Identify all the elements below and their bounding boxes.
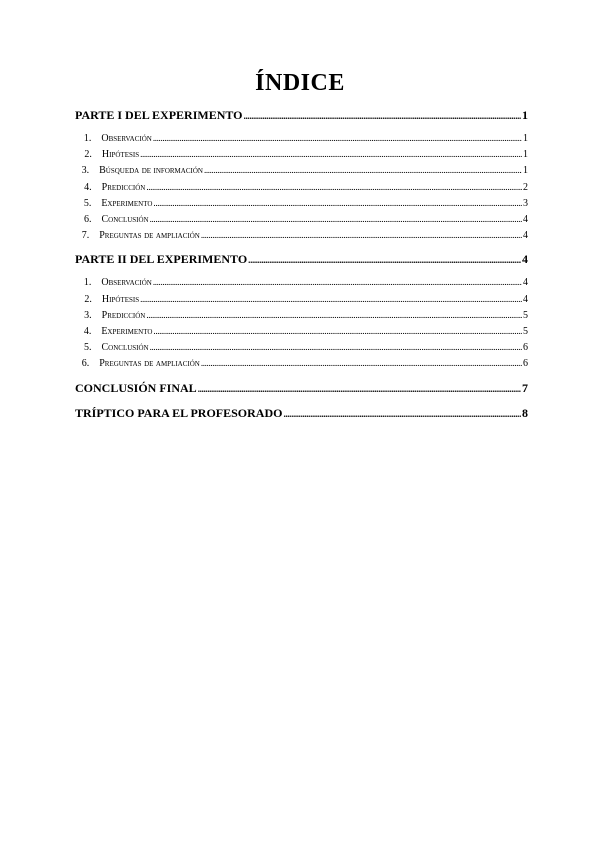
toc-page-number: 3: [523, 197, 528, 209]
toc-item-number: 2.: [84, 149, 92, 161]
dot-leader: [140, 295, 522, 304]
toc-entry-label: CONCLUSIÓN FINAL: [75, 381, 197, 396]
dot-leader: [153, 278, 522, 287]
toc-item-number: 7.: [81, 230, 90, 242]
toc-entry-label: TRÍPTICO PARA EL PROFESORADO: [75, 406, 283, 421]
dot-leader: [153, 327, 522, 336]
toc-entry-label: PARTE II DEL EXPERIMENTO: [75, 252, 248, 267]
toc-item-label: Preguntas de ampliación: [99, 358, 200, 370]
toc-subentry[interactable]: [75, 214, 528, 230]
toc-item-number: 1.: [83, 277, 92, 289]
toc-page-number: 8: [522, 406, 528, 421]
toc-subentry[interactable]: [75, 310, 528, 326]
toc-page-number: 2: [523, 181, 528, 193]
toc-item-label: Experimento: [101, 197, 153, 209]
toc-page-number: 5: [523, 325, 528, 337]
toc-page-number: 4: [523, 213, 528, 225]
toc-page-number: 5: [523, 309, 528, 321]
toc-entry-label: PARTE I DEL EXPERIMENTO: [75, 108, 243, 122]
toc-page-number: 4: [523, 293, 528, 305]
toc-item-label: Observación: [101, 277, 152, 289]
toc-item-number: 6.: [84, 213, 92, 225]
toc-subentry[interactable]: [75, 149, 528, 165]
toc-page-number: 7: [522, 381, 528, 396]
dot-leader: [146, 311, 522, 320]
dot-leader: [153, 134, 522, 143]
toc-item-label: Predicción: [101, 309, 146, 321]
toc-subentry[interactable]: [75, 133, 528, 149]
toc-item-number: 1.: [83, 133, 92, 144]
toc-page-number: 1: [522, 108, 528, 122]
dot-leader: [201, 359, 522, 368]
toc-subentry[interactable]: [75, 342, 528, 358]
toc-item-number: 3.: [84, 309, 92, 321]
page-title: ÍNDICE: [255, 70, 345, 96]
toc-page-number: 1: [523, 165, 528, 177]
toc-entry-part-2[interactable]: [75, 252, 528, 270]
toc-page-number: 4: [522, 252, 528, 267]
toc-entry-triptico[interactable]: [75, 406, 528, 424]
dot-leader: [153, 199, 522, 208]
toc-subentry[interactable]: [75, 198, 528, 214]
dot-leader: [248, 256, 521, 265]
toc-page-number: 4: [523, 230, 528, 242]
toc-item-label: Preguntas de ampliación: [99, 230, 200, 242]
toc-item-number: 3.: [81, 165, 90, 177]
toc-page-number: 6: [523, 342, 528, 354]
toc-entry-conclusion-final[interactable]: [75, 381, 528, 399]
toc-page-number: 4: [523, 277, 528, 289]
toc-subentry[interactable]: [75, 165, 528, 181]
toc-subentry[interactable]: [75, 358, 528, 374]
toc-page-number: 1: [523, 133, 528, 144]
toc-item-label: Predicción: [101, 181, 146, 193]
toc-page-number: 1: [523, 149, 528, 161]
toc-item-number: 6.: [81, 358, 90, 370]
toc-item-label: Hipótesis: [101, 149, 140, 161]
dot-leader: [244, 112, 522, 121]
toc-item-label: Hipótesis: [101, 293, 140, 305]
toc-item-number: 4.: [84, 181, 92, 193]
dot-leader: [198, 385, 521, 394]
toc-item-number: 4.: [83, 325, 92, 337]
toc-page-number: 6: [523, 358, 528, 370]
dot-leader: [150, 215, 522, 224]
toc-subentry[interactable]: [75, 182, 528, 198]
toc-item-label: Experimento: [101, 325, 153, 337]
toc-item-number: 5.: [84, 342, 92, 354]
toc-item-label: Búsqueda de información: [99, 165, 203, 177]
toc-item-label: Conclusión: [101, 342, 149, 354]
dot-leader: [201, 231, 522, 240]
toc-subentry[interactable]: [75, 326, 528, 342]
dot-leader: [283, 410, 521, 419]
toc-entry-part-1[interactable]: [75, 108, 528, 126]
toc-item-label: Conclusión: [101, 213, 149, 225]
dot-leader: [140, 150, 522, 159]
dot-leader: [150, 343, 522, 352]
dot-leader: [204, 166, 522, 175]
table-of-contents: [75, 108, 528, 424]
toc-subentry[interactable]: [75, 294, 528, 310]
dot-leader: [146, 183, 522, 192]
toc-item-label: Observación: [101, 133, 152, 144]
toc-item-number: 5.: [83, 197, 92, 209]
toc-item-number: 2.: [84, 293, 92, 305]
toc-subentry[interactable]: [75, 277, 528, 293]
toc-subentry[interactable]: [75, 230, 528, 246]
